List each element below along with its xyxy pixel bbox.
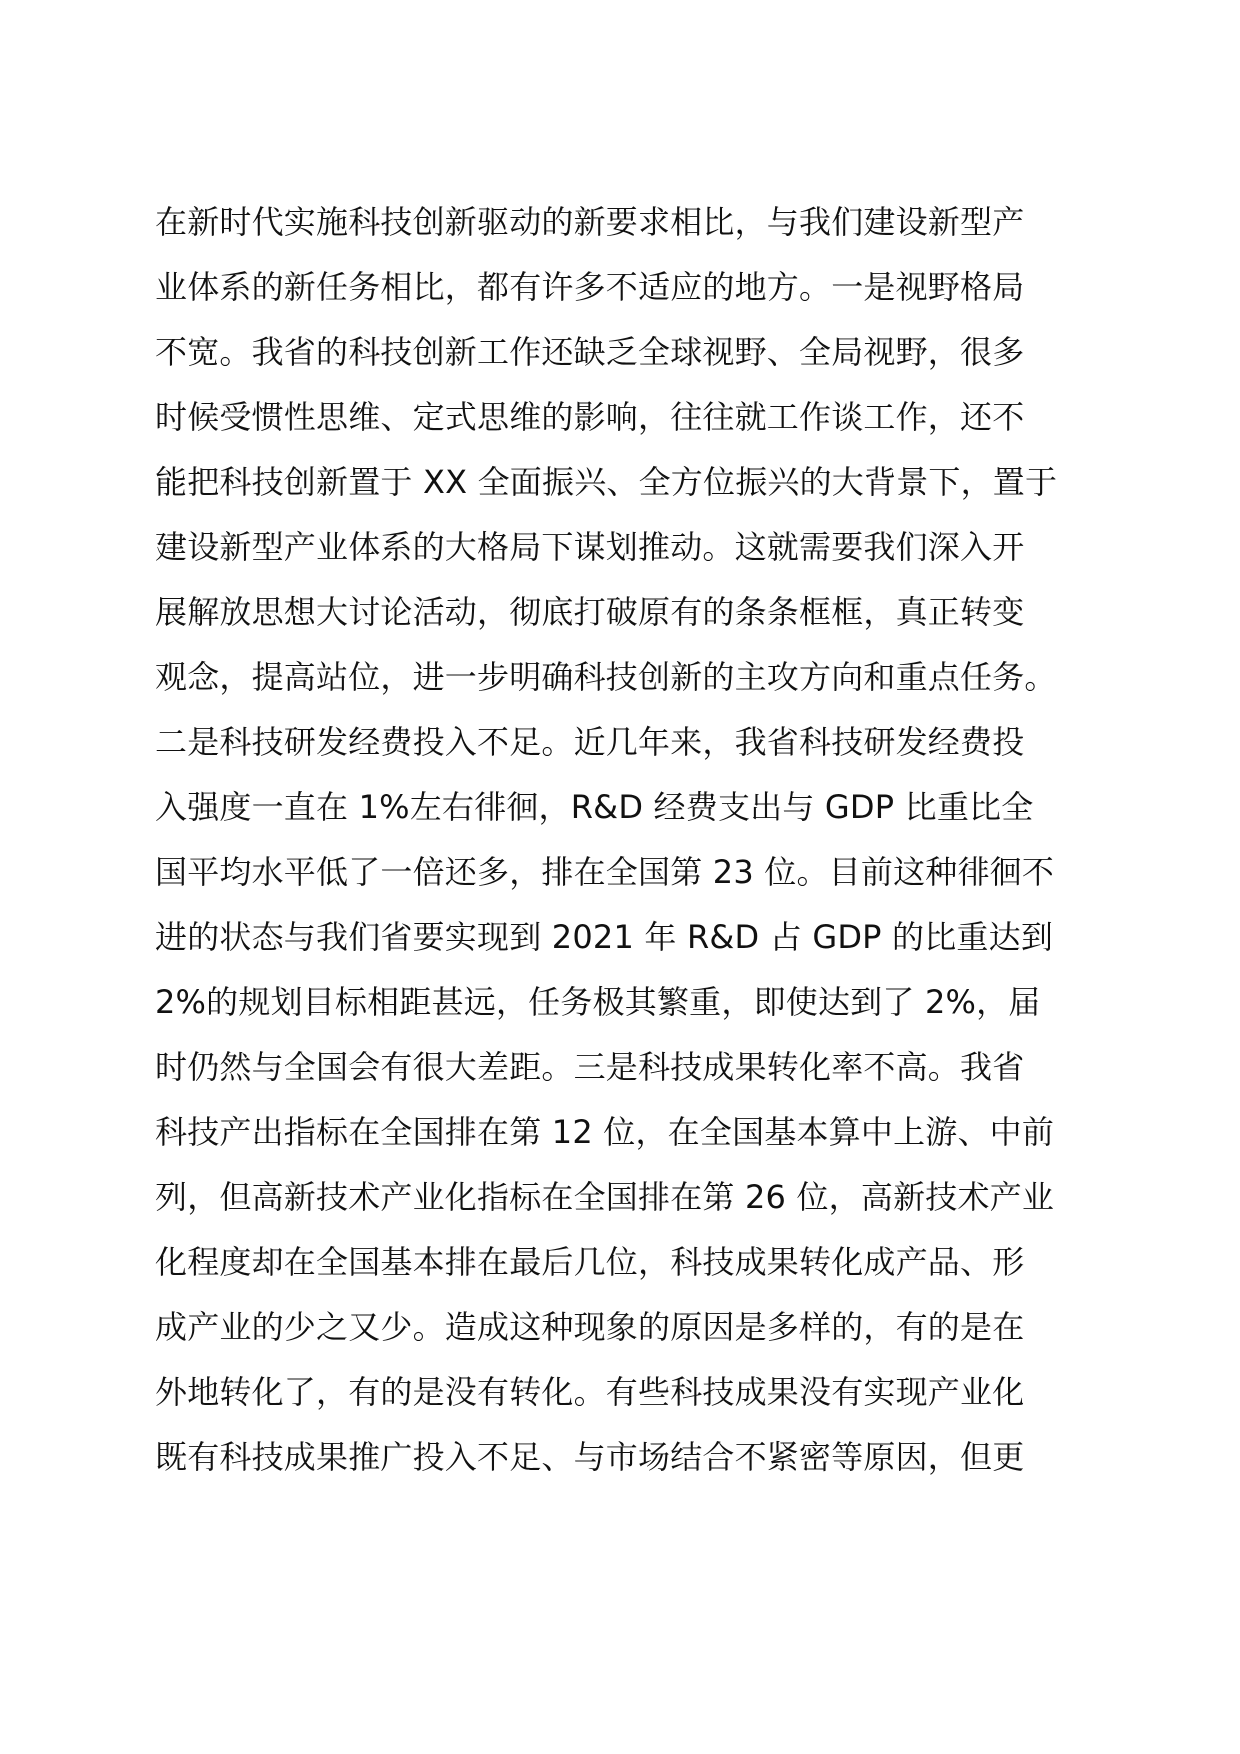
text-line: 二是科技研发经费投入不足。近几年来，我省科技研发经费投 bbox=[155, 723, 1025, 761]
text-line: 业体系的新任务相比，都有许多不适应的地方。一是视野格局 bbox=[155, 268, 1025, 306]
text-line: 外地转化了，有的是没有转化。有些科技成果没有实现产业化 bbox=[155, 1373, 1025, 1411]
text-line: 既有科技成果推广投入不足、与市场结合不紧密等原因，但更 bbox=[155, 1438, 1025, 1476]
text-line: 在新时代实施科技创新驱动的新要求相比，与我们建设新型产 bbox=[155, 203, 1025, 241]
text-line: 进的状态与我们省要实现到 2021 年 R&D 占 GDP 的比重达到 bbox=[155, 918, 1054, 956]
text-line: 国平均水平低了一倍还多，排在全国第 23 位。目前这种徘徊不 bbox=[155, 853, 1055, 891]
text-line: 化程度却在全国基本排在最后几位，科技成果转化成产品、形 bbox=[155, 1243, 1025, 1281]
text-line: 建设新型产业体系的大格局下谋划推动。这就需要我们深入开 bbox=[155, 528, 1025, 566]
text-line: 入强度一直在 1%左右徘徊，R&D 经费支出与 GDP 比重比全 bbox=[155, 788, 1034, 826]
text-line: 时候受惯性思维、定式思维的影响，往往就工作谈工作，还不 bbox=[155, 398, 1025, 436]
text-line: 观念，提高站位，进一步明确科技创新的主攻方向和重点任务。 bbox=[155, 658, 1057, 696]
text-line: 展解放思想大讨论活动，彻底打破原有的条条框框，真正转变 bbox=[155, 593, 1025, 631]
body-paragraph bbox=[155, 190, 1105, 1490]
text-line: 2%的规划目标相距甚远，任务极其繁重，即使达到了 2%，届 bbox=[155, 983, 1041, 1021]
text-line: 不宽。我省的科技创新工作还缺乏全球视野、全局视野，很多 bbox=[155, 333, 1025, 371]
text-line: 成产业的少之又少。造成这种现象的原因是多样的，有的是在 bbox=[155, 1308, 1025, 1346]
text-line: 列，但高新技术产业化指标在全国排在第 26 位，高新技术产业 bbox=[155, 1178, 1055, 1216]
text-line: 能把科技创新置于 XX 全面振兴、全方位振兴的大背景下，置于 bbox=[155, 463, 1058, 501]
text-line: 科技产出指标在全国排在第 12 位，在全国基本算中上游、中前 bbox=[155, 1113, 1055, 1151]
text-line: 时仍然与全国会有很大差距。三是科技成果转化率不高。我省 bbox=[155, 1048, 1025, 1086]
